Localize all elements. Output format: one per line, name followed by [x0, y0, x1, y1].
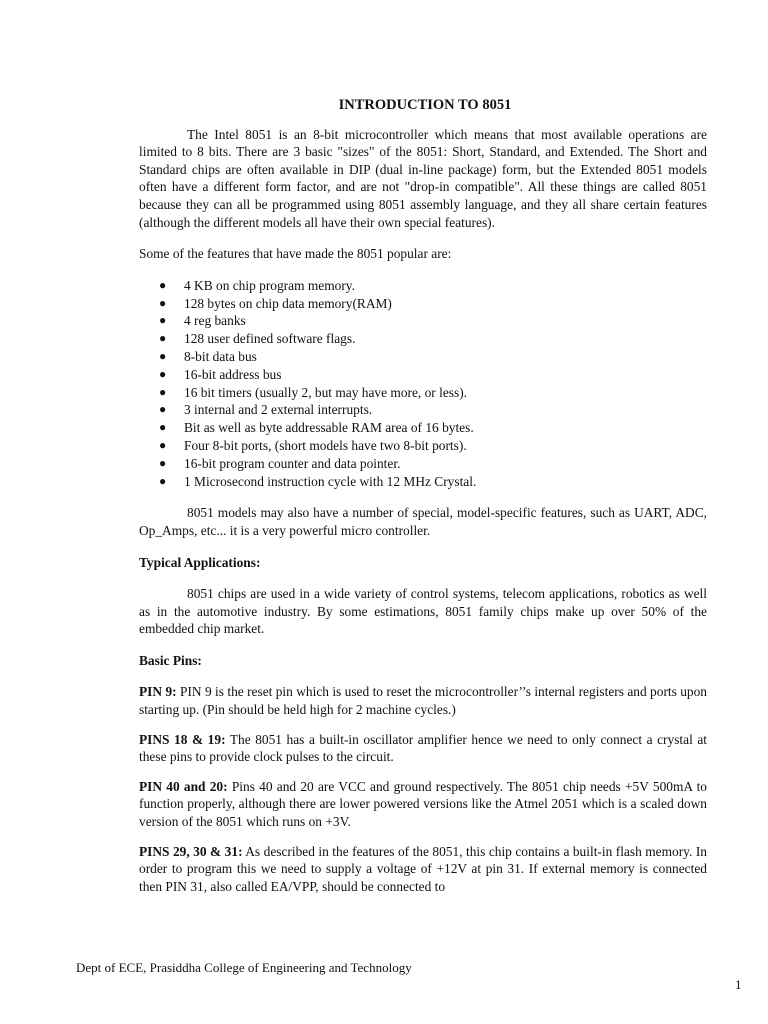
- pin-text: Pins 40 and 20 are VCC and ground respectively. The 8051 chip needs +5V 500mA to function properly, although there are lower powered versions like the Atmel 2051 which is a scaled down version of the 8051 which runs on +3V.: [139, 778, 707, 830]
- models-paragraph: 8051 models may also have a number of special, model-specific features, such as UART, ADC, Op_Amps, etc... it is a very powerful micro controller.: [139, 505, 707, 538]
- bullet-icon: ●: [159, 366, 167, 381]
- feature-text: Bit as well as byte addressable RAM area of 16 bytes.: [184, 420, 474, 436]
- intro-paragraph: The Intel 8051 is an 8-bit microcontroller which means that most available operations are limited to 8 bits. There are 3 basic "sizes" of the 8051: Short, Standard, and Extended. The Short and Standard chips are often available in DIP (dual in-line package) form, but the Extended 8051 models often have a different form factor, and are not "drop-in compatible". All these things are called 8051 because they can all be programmed using 8051 assembly language, and they all share certain features (although the different models all have their own special features).: [139, 126, 707, 230]
- pin-label: PINS 29, 30 & 31:: [139, 843, 243, 859]
- feature-item: [139, 312, 707, 330]
- feature-item: [139, 277, 707, 295]
- bullet-icon: ●: [159, 313, 167, 328]
- bullet-icon: ●: [159, 402, 167, 417]
- feature-text: 16 bit timers (usually 2, but may have more, or less).: [184, 384, 468, 400]
- pin-text: The 8051 has a built-in oscillator amplifier hence we need to only connect a crystal at these pins to provide clock pulses to the circuit.: [139, 731, 708, 765]
- pin-label: PIN 40 and 20:: [139, 778, 228, 794]
- feature-text: 16-bit program counter and data pointer.: [184, 455, 401, 471]
- feature-item: [139, 455, 707, 473]
- feature-text: 3 internal and 2 external interrupts.: [184, 402, 373, 418]
- pin-label: PINS 18 & 19:: [139, 731, 226, 747]
- document-title: INTRODUCTION TO 8051: [338, 97, 512, 113]
- feature-item: [139, 473, 707, 491]
- bullet-icon: ●: [159, 331, 167, 346]
- pin-label: PIN 9:: [139, 684, 177, 700]
- pin-description: [139, 683, 707, 718]
- feature-item: [139, 348, 707, 366]
- features-intro: Some of the features that have made the 8051 popular are:: [139, 246, 452, 262]
- bullet-icon: ●: [159, 384, 167, 399]
- bullet-icon: ●: [159, 473, 167, 488]
- feature-text: 8-bit data bus: [184, 348, 257, 364]
- feature-item: [139, 419, 707, 437]
- applications-heading: Typical Applications:: [139, 554, 261, 570]
- feature-text: 4 reg banks: [184, 313, 246, 329]
- pin-description: [139, 843, 707, 896]
- feature-text: 128 bytes on chip data memory(RAM): [184, 295, 392, 311]
- feature-item: [139, 330, 707, 348]
- page-content: [139, 97, 707, 907]
- pin-text: PIN 9 is the reset pin which is used to reset the microcontroller’’s internal registers and ports upon starting up. (Pin should be held high for 2 machine cycles.): [139, 684, 707, 718]
- pin-description: [139, 778, 707, 831]
- bullet-icon: ●: [159, 455, 167, 470]
- feature-item: [139, 401, 707, 419]
- pins-heading: Basic Pins:: [139, 652, 202, 668]
- bullet-icon: ●: [159, 420, 167, 435]
- bullet-icon: ●: [159, 295, 167, 310]
- bullet-icon: ●: [159, 277, 167, 292]
- page-footer: Dept of ECE, Prasiddha College of Engineering and Technology: [76, 960, 412, 975]
- pin-description: [139, 731, 707, 766]
- feature-item: [139, 366, 707, 384]
- feature-text: Four 8-bit ports, (short models have two 8-bit ports).: [184, 437, 467, 453]
- bullet-icon: ●: [159, 437, 167, 452]
- feature-item: [139, 437, 707, 455]
- feature-item: [139, 384, 707, 402]
- feature-text: 4 KB on chip program memory.: [184, 277, 355, 293]
- feature-item: [139, 295, 707, 313]
- feature-text: 1 Microsecond instruction cycle with 12 MHz Crystal.: [184, 473, 477, 489]
- page-number: 1: [735, 977, 742, 992]
- pin-list: [139, 683, 707, 895]
- applications-paragraph: 8051 chips are used in a wide variety of control systems, telecom applications, robotics as well as in the automotive industry. By some estimations, 8051 family chips make up over 50% of the embedded chip market.: [139, 586, 707, 637]
- pin-text: As described in the features of the 8051, this chip contains a built-in flash memory. In order to program this we need to supply a voltage of +12V at pin 31. If external memory is connected then PIN 31, also called EA/VPP, should be connected to: [139, 843, 707, 894]
- feature-list: [139, 277, 707, 491]
- feature-text: 16-bit address bus: [184, 366, 282, 382]
- bullet-icon: ●: [159, 348, 167, 363]
- feature-text: 128 user defined software flags.: [184, 331, 356, 347]
